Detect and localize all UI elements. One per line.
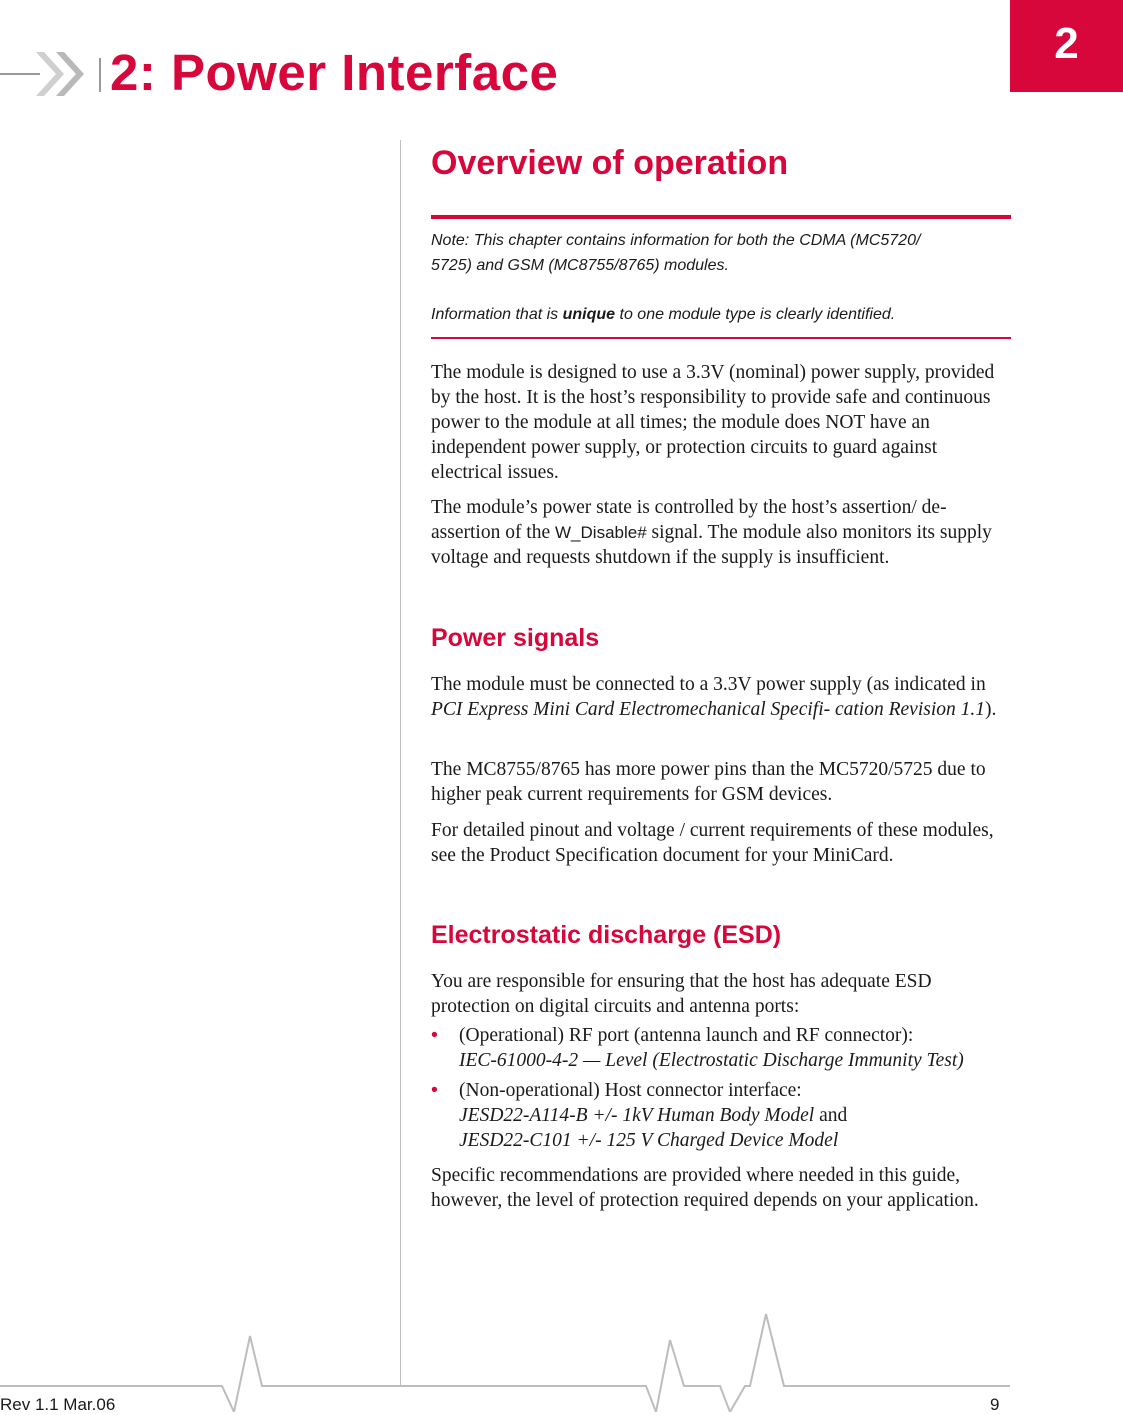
esd-closing-paragraph: Specific recommendations are provided where needed in this guide, however, the level of protection required depends on your application. bbox=[431, 1165, 979, 1211]
footer-revision: Rev 1.1 Mar.06 bbox=[0, 1395, 116, 1414]
vertical-divider bbox=[400, 140, 401, 1386]
esd-bullet-2-line-2-post: and bbox=[814, 1105, 848, 1126]
esd-bullet-1-line-1: (Operational) RF port (antenna launch and RF connector): bbox=[459, 1025, 914, 1046]
overview-paragraph-2-pre: The module’s power state is controlled by the host’s assertion/ de-assertion of the bbox=[431, 497, 947, 543]
footer-waveform-decoration bbox=[0, 1300, 1123, 1412]
overview-paragraph-1: The module is designed to use a 3.3V (nominal) power supply, provided by the host. It is the host’s responsibility to provide safe and continuous power to the module at all times; the module does NOT have an independent power supply, or protection circuits to guard against electrical issues. bbox=[431, 362, 995, 483]
chapter-title: 2: Power Interface bbox=[110, 44, 559, 101]
note-unique-pre: Information that is bbox=[431, 306, 563, 323]
note-block bbox=[431, 228, 1011, 278]
power-signals-paragraph-3: For detailed pinout and voltage / current requirements of these modules, see the Product Specification document for your MiniCard. bbox=[431, 820, 994, 866]
note-bottom-rule bbox=[431, 337, 1011, 339]
esd-bullet-2-line-1: (Non-operational) Host connector interface: bbox=[459, 1080, 802, 1101]
overview-paragraph-2-post: signal. The module also monitors its supply voltage and requests shutdown if the supply is insufficient. bbox=[431, 522, 992, 568]
note-unique-post: to one module type is clearly identified. bbox=[615, 306, 896, 323]
note-line-1: Note: This chapter contains information for both the CDMA (MC5720/ bbox=[431, 232, 921, 249]
chevron-arrows-icon bbox=[0, 48, 110, 104]
esd-intro-paragraph: You are responsible for ensuring that the host has adequate ESD protection on digital circuits and antenna ports: bbox=[431, 971, 932, 1017]
note-line-2: 5725) and GSM (MC8755/8765) modules. bbox=[431, 257, 729, 274]
esd-bullet-2 bbox=[431, 1078, 1011, 1153]
section-heading-overview: Overview of operation bbox=[431, 144, 789, 182]
bullet-icon: • bbox=[431, 1079, 438, 1101]
note-unique-bold: unique bbox=[562, 306, 616, 323]
esd-bullet-1 bbox=[431, 1023, 1011, 1073]
pci-spec-reference: PCI Express Mini Card Electromechanical Specifi- cation Revision 1.1 bbox=[431, 699, 985, 720]
chapter-number: 2 bbox=[1054, 19, 1079, 68]
footer-page-number: 9 bbox=[990, 1395, 1000, 1414]
note-unique bbox=[431, 302, 1011, 327]
power-signals-paragraph-1 bbox=[431, 672, 1009, 722]
bullet-icon: • bbox=[431, 1024, 438, 1046]
power-signals-paragraph-1-post: ). bbox=[985, 699, 997, 720]
w-disable-signal: W_Disable# bbox=[555, 523, 647, 542]
overview-paragraph-2 bbox=[431, 495, 1009, 570]
chapter-number-tab bbox=[1010, 0, 1123, 92]
esd-bullet-1-line-2: IEC-61000-4-2 — Level (Electrostatic Discharge Immunity Test) bbox=[459, 1050, 964, 1071]
power-signals-paragraph-1-pre: The module must be connected to a 3.3V power supply (as indicated in bbox=[431, 674, 986, 695]
section-heading-esd: Electrostatic discharge (ESD) bbox=[431, 921, 782, 949]
note-top-rule bbox=[431, 215, 1011, 219]
power-signals-paragraph-2: The MC8755/8765 has more power pins than the MC5720/5725 due to higher peak current requirements for GSM devices. bbox=[431, 759, 986, 805]
section-heading-power-signals: Power signals bbox=[431, 624, 600, 652]
esd-bullet-2-line-2: JESD22-A114-B +/- 1kV Human Body Model bbox=[459, 1105, 815, 1126]
esd-bullet-2-line-3: JESD22-C101 +/- 125 V Charged Device Model bbox=[459, 1130, 839, 1151]
